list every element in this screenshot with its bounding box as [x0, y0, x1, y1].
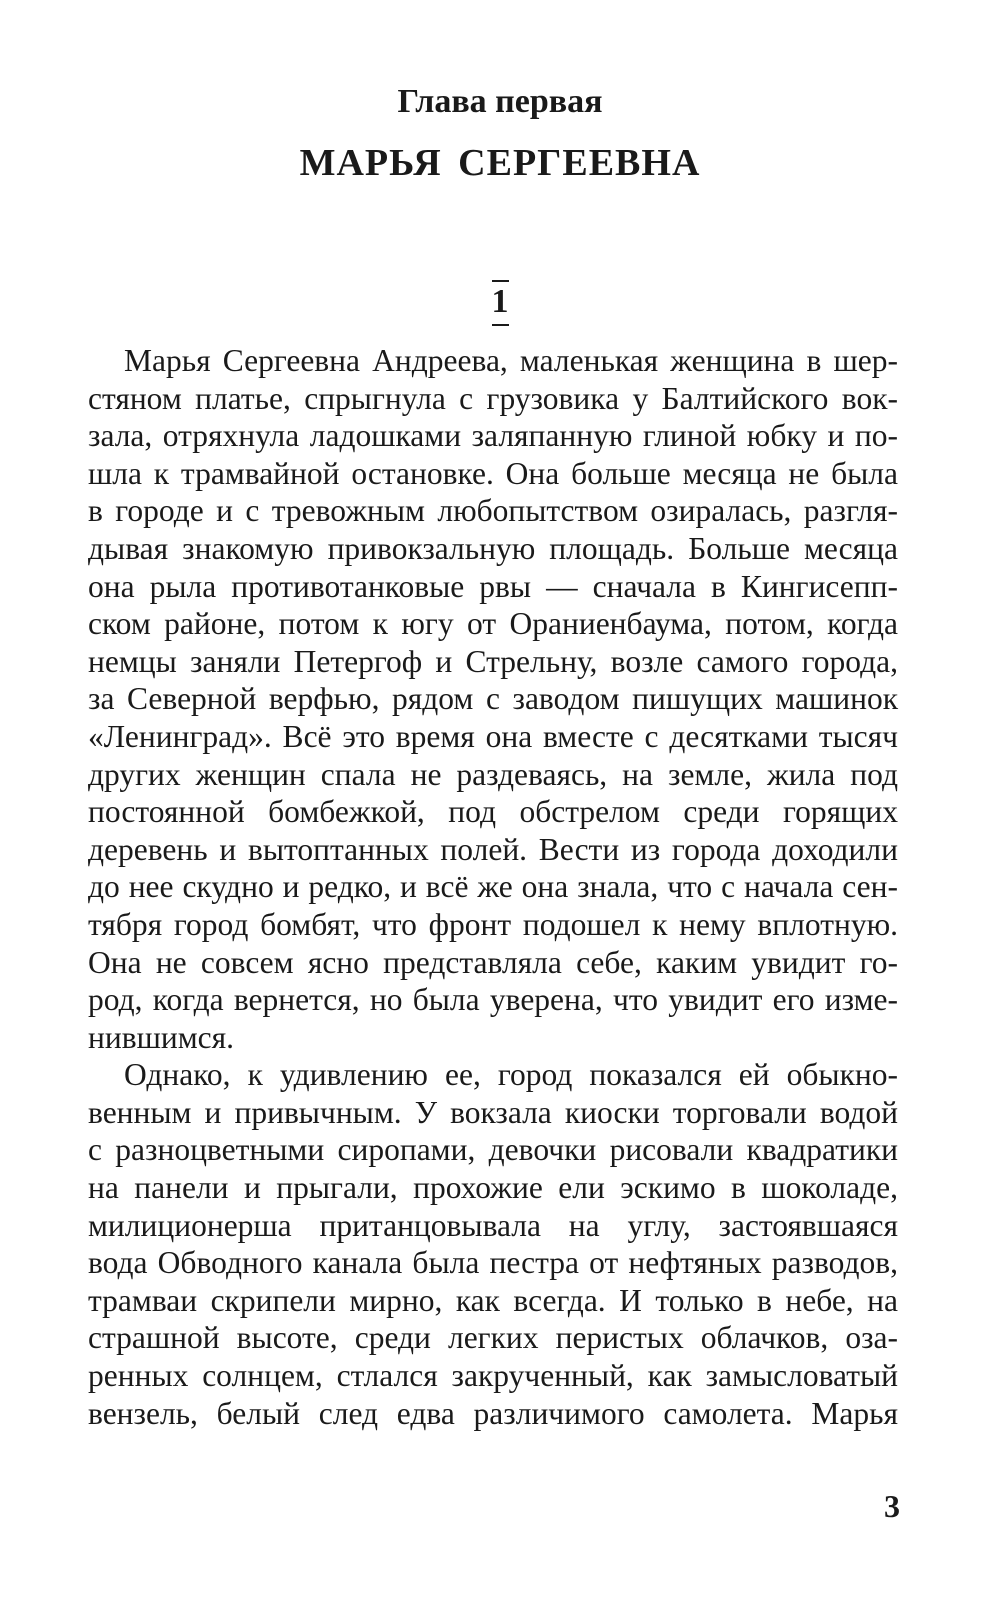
text-line: Однако, к удивлению ее, город показался ей обыкно- — [124, 1057, 898, 1093]
text-line: род, когда вернется, но была уверена, что увидит его изме- — [88, 982, 898, 1018]
text-line: в городе и с тревожным любопытством озиралась, разгля- — [88, 493, 898, 529]
text-line: нившимся. — [88, 1019, 234, 1055]
text-line: трамваи скрипели мирно, как всегда. И только в небе, на — [88, 1282, 898, 1318]
text-line: Марья Сергеевна Андреева, маленькая женщина в шер- — [124, 343, 898, 378]
text-line: постоянной бомбежкой, под обстрелом среди горящих — [88, 794, 898, 830]
text-line: тября город бомбят, что фронт подошел к нему вплотную. — [88, 906, 898, 942]
text-line: вензель, белый след едва различимого самолета. Марья — [88, 1395, 898, 1431]
text-line: шла к трамвайной остановке. Она больше месяца не была — [88, 455, 898, 491]
text-line: она рыла противотанковые рвы — сначала в Кингисепп- — [88, 568, 898, 604]
chapter-label: Глава первая — [397, 83, 603, 120]
text-line: зала, отряхнула ладошками заляпанную глиной юбку и по- — [88, 418, 898, 454]
text-line: милиционерша пританцовывала на углу, застоявшаяся — [88, 1207, 898, 1243]
chapter-title: МАРЬЯ СЕРГЕЕВНА — [299, 142, 701, 184]
text-line: дывая знакомую привокзальную площадь. Больше месяца — [88, 530, 898, 566]
text-line: на панели и прыгали, прохожие ели эскимо в шоколаде, — [88, 1170, 898, 1206]
text-line: немцы заняли Петергоф и Стрельну, возле самого города, — [88, 643, 898, 679]
text-line: Она не совсем ясно представляла себе, каким увидит го- — [88, 944, 898, 980]
text-line: венным и привычным. У вокзала киоски торговали водой — [88, 1094, 898, 1130]
body-text — [88, 342, 898, 1432]
page-number: 3 — [884, 1488, 900, 1524]
text-line: деревень и вытоптанных полей. Вести из города доходили — [88, 831, 898, 867]
text-line: ском районе, потом к югу от Ораниенбаума, потом, когда — [88, 606, 898, 642]
text-line: других женщин спала не раздеваясь, на земле, жила под — [88, 756, 898, 792]
text-line: страшной высоте, среди легких перистых облачков, оза- — [88, 1320, 898, 1356]
text-line: до нее скудно и редко, и всё же она знала, что с начала сен- — [88, 869, 898, 905]
section-number: 1 — [492, 280, 509, 326]
text-line: за Северной верфью, рядом с заводом пишущих машинок — [88, 681, 898, 717]
text-line: с разноцветными сиропами, девочки рисовали квадратики — [88, 1132, 898, 1168]
section-number-wrapper — [0, 280, 1000, 326]
text-line: стяном платье, спрыгнула с грузовика у Балтийского вок- — [88, 380, 898, 416]
text-line: «Ленинград». Всё это время она вместе с десятками тысяч — [88, 718, 898, 754]
text-line: ренных солнцем, стлался закрученный, как замысловатый — [88, 1358, 898, 1394]
text-line: вода Обводного канала была пестра от нефтяных разводов, — [88, 1245, 898, 1281]
